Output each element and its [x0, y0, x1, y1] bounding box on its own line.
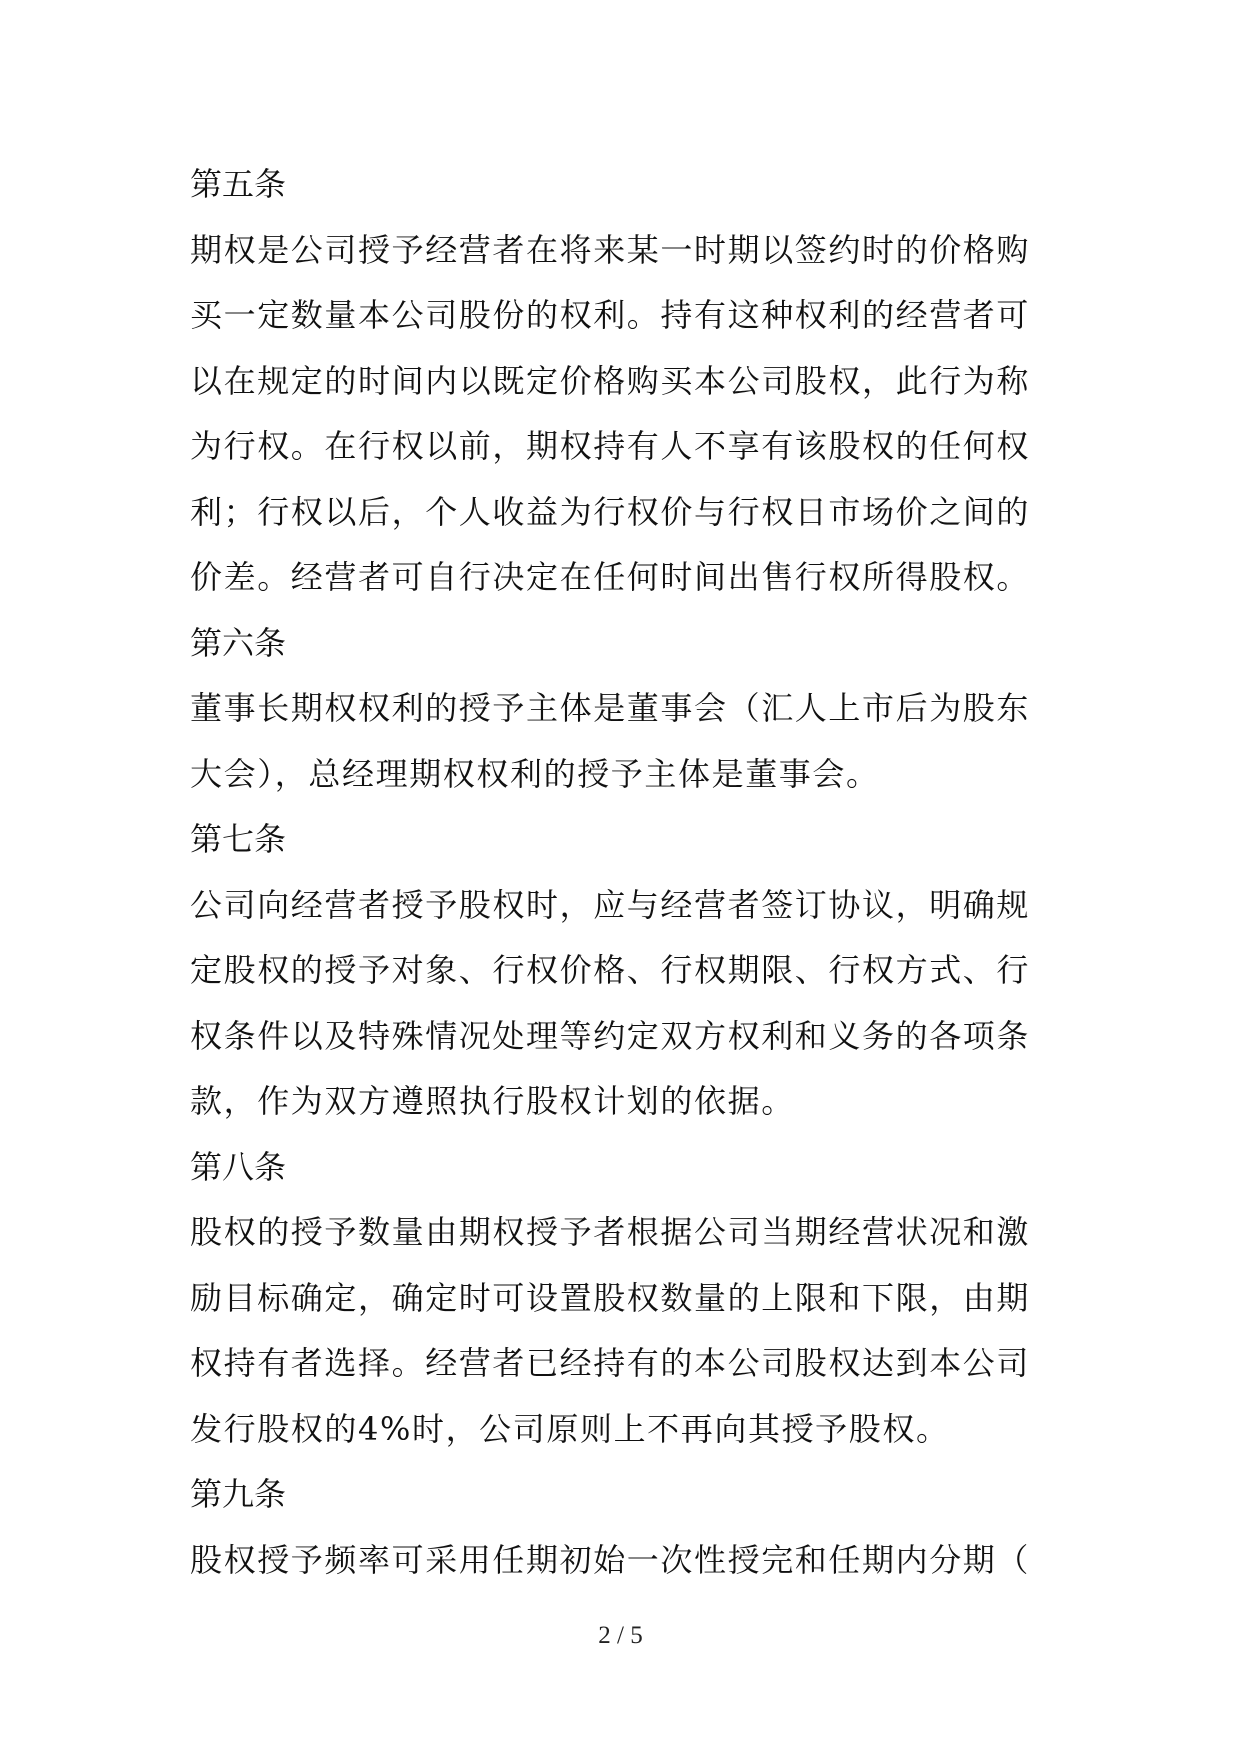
article-heading: 第八条 [190, 1147, 287, 1186]
article-9 [190, 1462, 1035, 1593]
paragraph-line: 董事长期权权利的授予主体是董事会（汇人上市后为股东 [190, 689, 1031, 727]
paragraph-line: 定股权的授予对象、行权价格、行权期限、行权方式、行 [190, 951, 1031, 989]
document-body [190, 152, 1035, 1593]
article-6 [190, 611, 1035, 808]
page-number: 2 / 5 [598, 1622, 643, 1649]
article-5 [190, 152, 1035, 611]
paragraph-line: 大会），总经理期权权利的授予主体是董事会。 [190, 754, 880, 793]
paragraph-line: 利；行权以后，个人收益为行权价与行权日市场价之间的 [190, 492, 1031, 531]
paragraph-line: 款，作为双方遵照执行股权计划的依据。 [190, 1082, 795, 1120]
article-8 [190, 1135, 1035, 1463]
article-heading: 第九条 [190, 1475, 287, 1513]
paragraph-line: 为行权。在行权以前，期权持有人不享有该股权的任何权 [190, 427, 1031, 465]
paragraph-line: 股权的授予数量由期权授予者根据公司当期经营状况和激 [190, 1213, 1031, 1251]
paragraph-line: 股权授予频率可采用任期初始一次性授完和任期内分期（ [190, 1540, 1031, 1579]
paragraph-line: 买一定数量本公司股份的权利。持有这种权利的经营者可 [190, 296, 1031, 334]
paragraph-line: 权持有者选择。经营者已经持有的本公司股权达到本公司 [190, 1344, 1031, 1382]
paragraph-line: 以在规定的时间内以既定价格购买本公司股权，此行为称 [190, 361, 1031, 400]
paragraph-line: 发行股权的4%时，公司原则上不再向其授予股权。 [190, 1409, 950, 1448]
article-heading: 第六条 [190, 623, 287, 662]
article-7 [190, 807, 1035, 1135]
paragraph-line: 权条件以及特殊情况处理等约定双方权利和义务的各项条 [190, 1016, 1031, 1055]
article-heading: 第七条 [190, 820, 287, 858]
paragraph-line: 价差。经营者可自行决定在任何时间出售行权所得股权。 [190, 558, 1031, 596]
paragraph-line: 公司向经营者授予股权时，应与经营者签订协议，明确规 [190, 885, 1031, 924]
paragraph-line: 励目标确定，确定时可设置股权数量的上限和下限，由期 [190, 1278, 1031, 1317]
paragraph-line: 期权是公司授予经营者在将来某一时期以签约时的价格购 [190, 230, 1031, 269]
article-heading: 第五条 [190, 165, 287, 203]
